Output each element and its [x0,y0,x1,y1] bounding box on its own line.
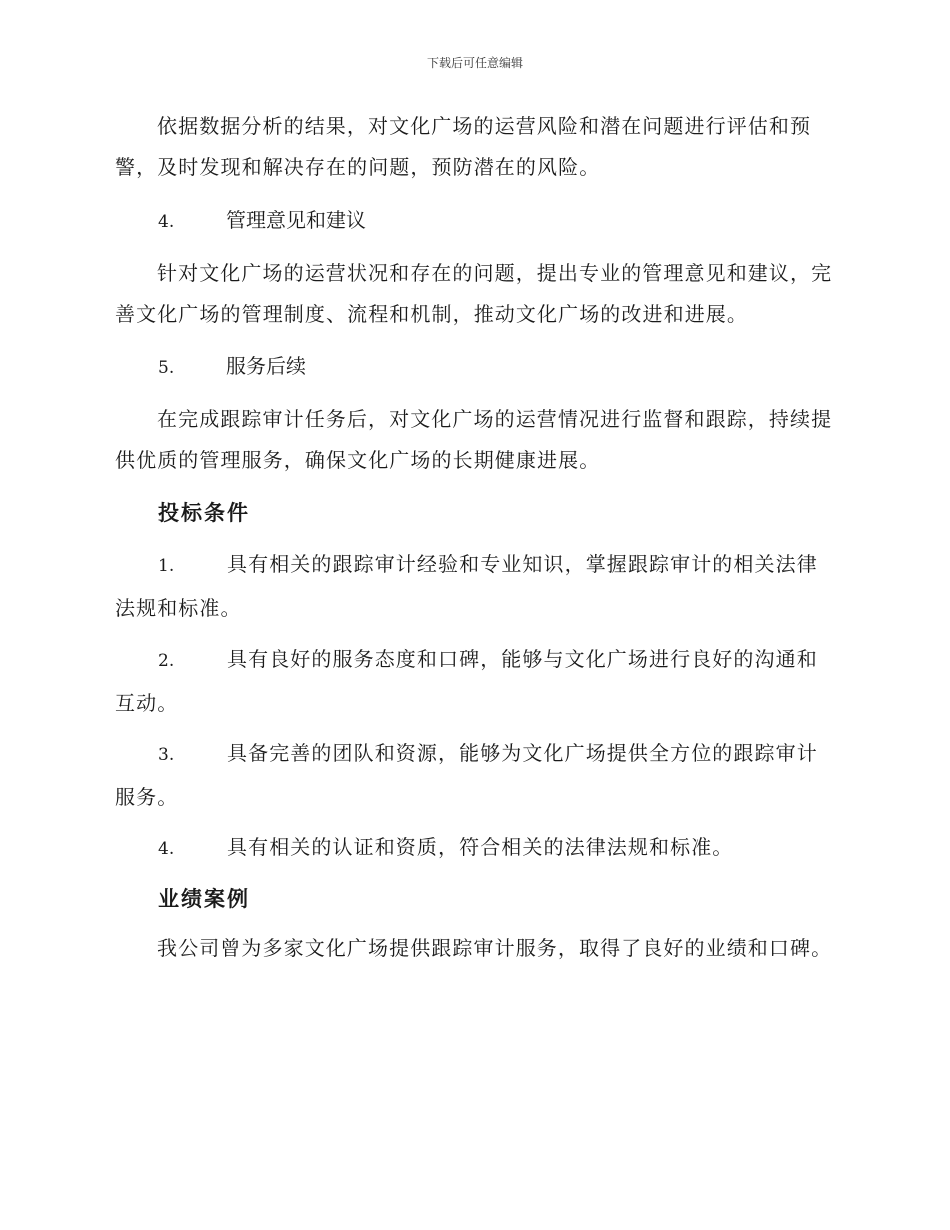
list-number: 1. [158,556,175,576]
condition-item [115,732,835,818]
condition-item [115,638,835,724]
list-number: 3. [158,745,175,765]
list-number: 5. [158,358,175,378]
section-heading-bid-conditions: 投标条件 [158,501,250,525]
list-title: 服务后续 [226,354,306,378]
list-item-management-advice [158,205,366,237]
paragraph-performance-cases: 我公司曾为多家文化广场提供跟踪审计服务，取得了良好的业绩和口碑。 [157,936,833,960]
condition-item [115,826,835,870]
paragraph-management-advice: 针对文化广场的运营状况和存在的问题，提出专业的管理意见和建议，完善文化广场的管理制度、流程和机制，推动文化广场的改进和进展。 [115,261,833,326]
list-number: 2. [158,651,175,671]
section-heading-performance-cases: 业绩案例 [158,887,250,911]
paragraph-follow-up-service: 在完成跟踪审计任务后，对文化广场的运营情况进行监督和跟踪，持续提供优质的管理服务，确保文化广场的长期健康进展。 [115,407,833,472]
list-number: 4. [158,212,175,232]
paragraph-risk-warning: 依据数据分析的结果，对文化广场的运营风险和潜在问题进行评估和预警，及时发现和解决存在的问题，预防潜在的风险。 [115,114,812,179]
list-item-follow-up-service [158,351,306,383]
page-header: 下载后可任意编辑 [426,56,523,70]
condition-text: 具有相关的跟踪审计经验和专业知识，掌握跟踪审计的相关法律法规和标准。 [115,552,818,620]
list-title: 管理意见和建议 [226,208,366,232]
condition-text: 具有良好的服务态度和口碑，能够与文化广场进行良好的沟通和互动。 [115,647,818,715]
condition-item [115,543,835,629]
condition-text: 具有相关的认证和资质，符合相关的法律法规和标准。 [227,835,734,859]
list-number: 4. [158,839,175,859]
condition-text: 具备完善的团队和资源，能够为文化广场提供全方位的跟踪审计服务。 [115,741,818,809]
